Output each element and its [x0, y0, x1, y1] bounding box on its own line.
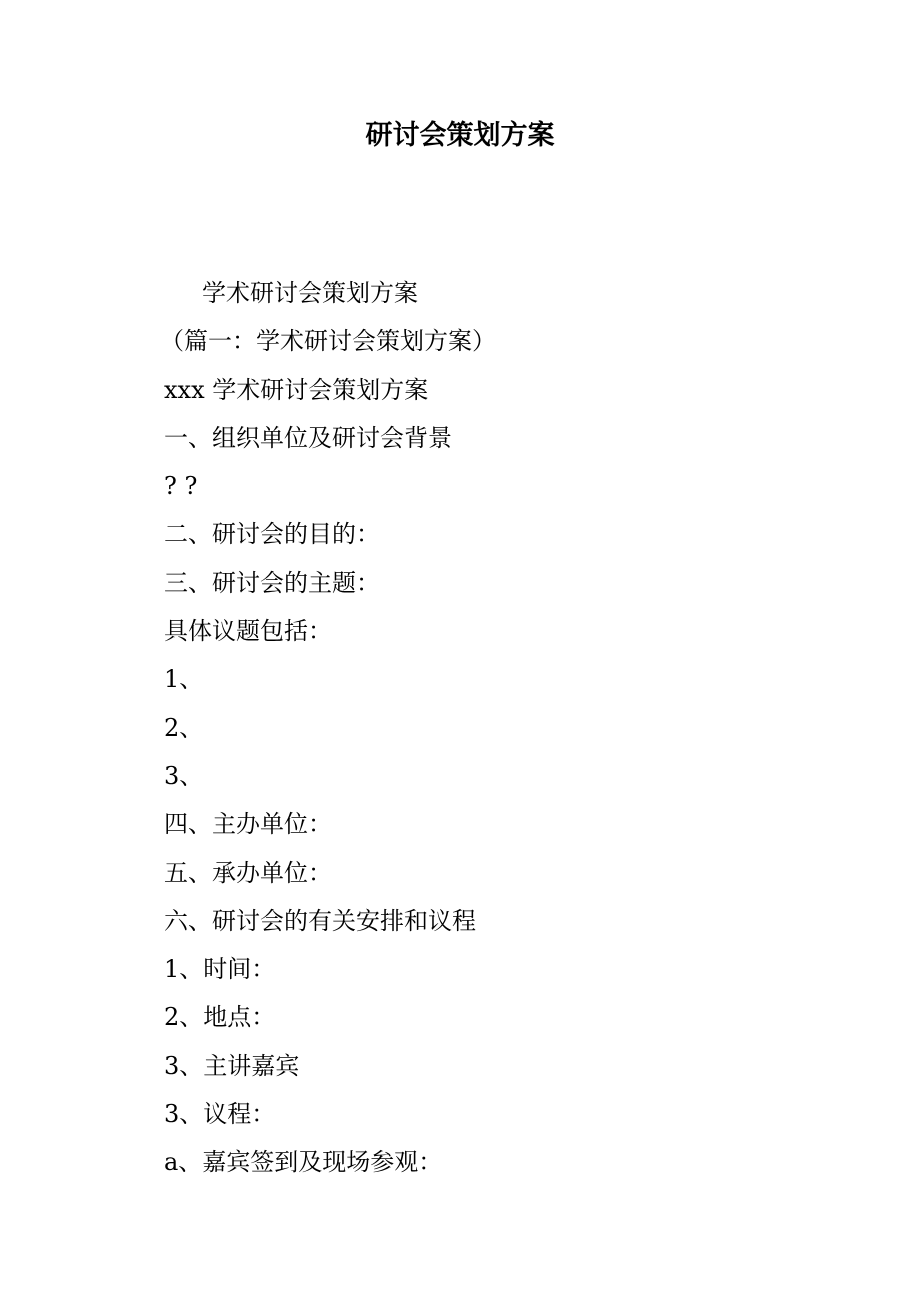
- doc-line-placeholder: ? ?: [164, 472, 198, 501]
- doc-line-chapter: （篇一：学术研讨会策划方案）: [160, 327, 496, 356]
- doc-line-section-2: 二、研讨会的目的：: [164, 520, 380, 549]
- doc-line-topic-1: 1、: [164, 665, 204, 694]
- doc-line-subtitle: 学术研讨会策划方案: [202, 279, 418, 307]
- doc-line-agenda-a: a、嘉宾签到及现场参观：: [164, 1148, 443, 1177]
- document-title: 研讨会策划方案: [365, 120, 555, 151]
- doc-line-location: 2、地点：: [164, 1003, 276, 1032]
- doc-line-section-4: 四、主办单位：: [164, 810, 332, 839]
- doc-line-section-3: 三、研讨会的主题：: [164, 568, 380, 597]
- document-body: [160, 273, 864, 1191]
- doc-line-topic-3: 3、: [164, 761, 204, 790]
- doc-line-speakers: 3、主讲嘉宾: [164, 1051, 300, 1080]
- doc-line-time: 1、时间：: [164, 955, 276, 984]
- doc-line-agenda: 3、议程：: [164, 1100, 276, 1129]
- doc-line-section-1: 一、组织单位及研讨会背景: [164, 423, 452, 452]
- doc-line-topic-2: 2、: [164, 713, 204, 742]
- doc-line-plan-heading: xxx 学术研讨会策划方案: [164, 375, 429, 404]
- doc-line-section-5: 五、承办单位：: [164, 858, 332, 887]
- doc-line-section-6: 六、研讨会的有关安排和议程: [164, 906, 476, 935]
- doc-line-topics: 具体议题包括：: [164, 617, 332, 646]
